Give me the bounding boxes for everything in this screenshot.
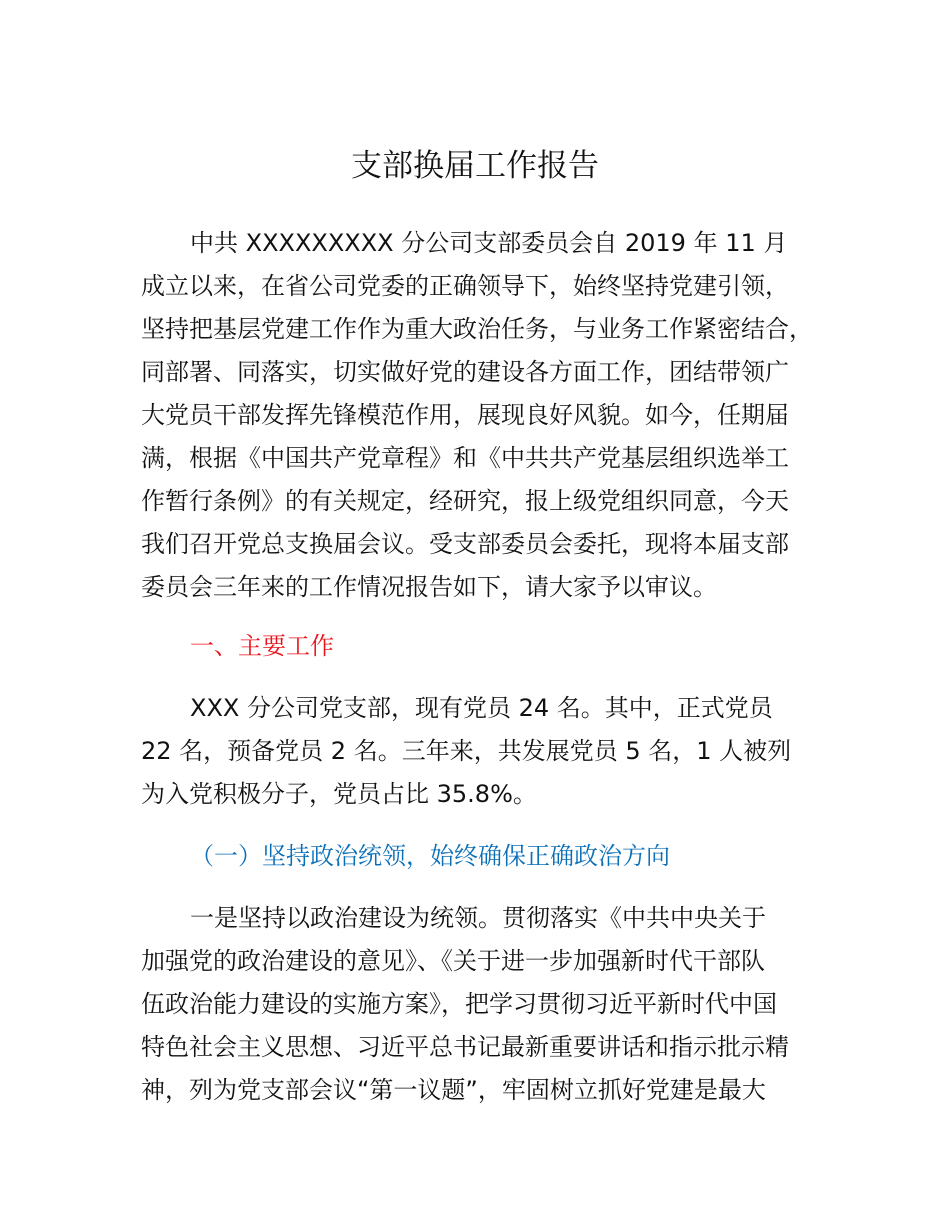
subsection-line: 加强党的政治建设的意见》、《关于进一步加强新时代干部队 <box>141 947 765 975</box>
page-title: 支部换届工作报告 <box>351 148 599 184</box>
intro-line: 成立以来，在省公司党委的正确领导下，始终坚持党建引领， <box>141 272 789 300</box>
section-heading: 一、主要工作 <box>190 632 334 660</box>
subsection-line: 特色社会主义思想、习近平总书记最新重要讲话和指示批示精 <box>141 1033 789 1061</box>
subsection-heading: （一）坚持政治统领，始终确保正确政治方向 <box>190 842 670 870</box>
intro-line: 满，根据《中国共产党章程》和《中共共产党基层组织选举工 <box>141 444 789 472</box>
intro-line: 我们召开党总支换届会议。受支部委员会委托，现将本届支部 <box>141 530 789 558</box>
intro-line: 委员会三年来的工作情况报告如下，请大家予以审议。 <box>141 573 717 601</box>
subsection-line: 神，列为党支部会议“第一议题”，牢固树立抓好党建是最大 <box>141 1076 766 1104</box>
subsection-line: 一是坚持以政治建设为统领。贯彻落实《中共中央关于 <box>190 904 766 932</box>
section-line: XXX 分公司党支部，现有党员 24 名。其中，正式党员 <box>190 694 773 722</box>
intro-line: 大党员干部发挥先锋模范作用，展现良好风貌。如今，任期届 <box>141 401 789 429</box>
intro-line: 同部署、同落实，切实做好党的建设各方面工作，团结带领广 <box>141 358 789 386</box>
section-line: 为入党积极分子，党员占比 35.8%。 <box>141 780 537 808</box>
intro-line: 作暂行条例》的有关规定，经研究，报上级党组织同意，今天 <box>141 487 789 515</box>
section-line: 22 名，预备党员 2 名。三年来，共发展党员 5 名，1 人被列 <box>141 737 792 765</box>
intro-line: 中共 XXXXXXXXX 分公司支部委员会自 2019 年 11 月 <box>190 229 788 257</box>
subsection-line: 伍政治能力建设的实施方案》，把学习贯彻习近平新时代中国 <box>141 990 777 1018</box>
intro-line: 坚持把基层党建工作作为重大政治任务，与业务工作紧密结合， <box>141 315 813 343</box>
